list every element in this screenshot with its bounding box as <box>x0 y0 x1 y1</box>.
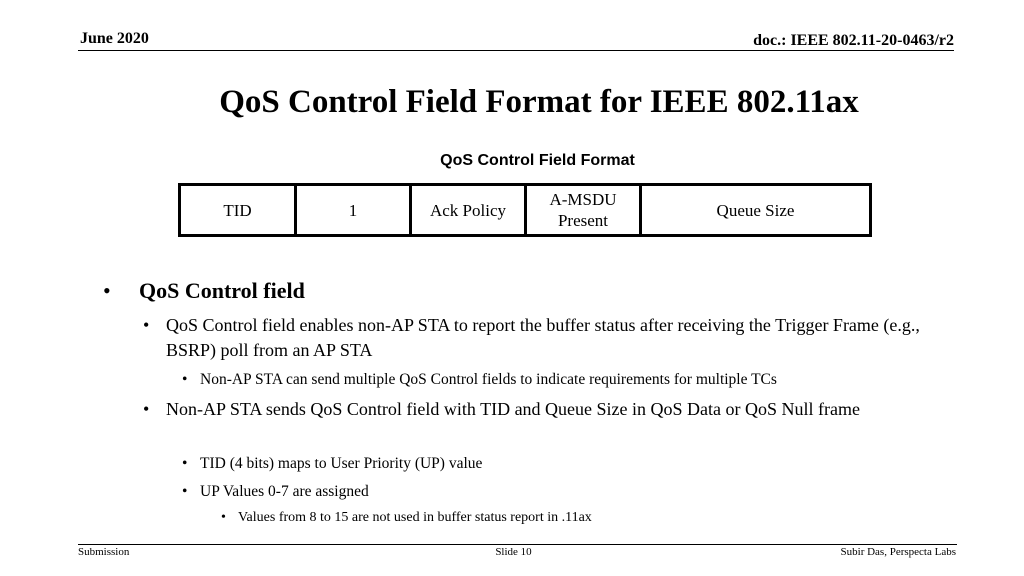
footer-author: Subir Das, Perspecta Labs <box>840 546 956 558</box>
bullet-text: QoS Control field <box>139 278 305 303</box>
bullet-dot: • <box>143 399 150 419</box>
bullet-dot: • <box>182 455 188 472</box>
bullet-qos-control-field <box>103 278 305 304</box>
field-cell-ack-policy: Ack Policy <box>412 186 527 234</box>
bullet-dot: • <box>143 315 150 335</box>
bullet-text: QoS Control field enables non-AP STA to report the buffer status after receiving the Trigger Frame (e.g., BSRP) poll from an AP STA <box>166 315 920 360</box>
bullet-dot: • <box>103 278 111 303</box>
field-cell-amsdu-present <box>527 186 642 234</box>
field-cell-tid: TID <box>181 186 297 234</box>
amsdu-label: A-MSDU Present <box>549 190 617 230</box>
bullet-text: Non-AP STA can send multiple QoS Control fields to indicate requirements for multiple TCs <box>200 371 777 388</box>
bullet-text: Values from 8 to 15 are not used in buffer status report in .11ax <box>238 510 592 525</box>
header-date: June 2020 <box>80 30 149 47</box>
footer-submission: Submission <box>78 546 130 558</box>
table-caption: QoS Control Field Format <box>440 152 635 169</box>
header-rule <box>78 50 954 51</box>
bullet-dot: • <box>221 510 226 525</box>
qos-field-table <box>178 183 872 237</box>
bullet-text: TID (4 bits) maps to User Priority (UP) value <box>200 455 483 472</box>
slide-title: QoS Control Field Format for IEEE 802.11ax <box>219 84 859 120</box>
header-doc-id: doc.: IEEE 802.11-20-0463/r2 <box>753 32 954 49</box>
bullet-dot: • <box>182 371 188 388</box>
bullet-text: UP Values 0-7 are assigned <box>200 483 369 500</box>
footer-slide-number: Slide 10 <box>495 546 532 558</box>
field-cell-bit: 1 <box>297 186 412 234</box>
field-cell-queue-size: Queue Size <box>716 200 795 220</box>
bullet-text: Non-AP STA sends QoS Control field with TID and Queue Size in QoS Data or QoS Null frame <box>166 399 860 419</box>
bullet-dot: • <box>182 483 188 500</box>
footer-rule <box>78 544 957 545</box>
